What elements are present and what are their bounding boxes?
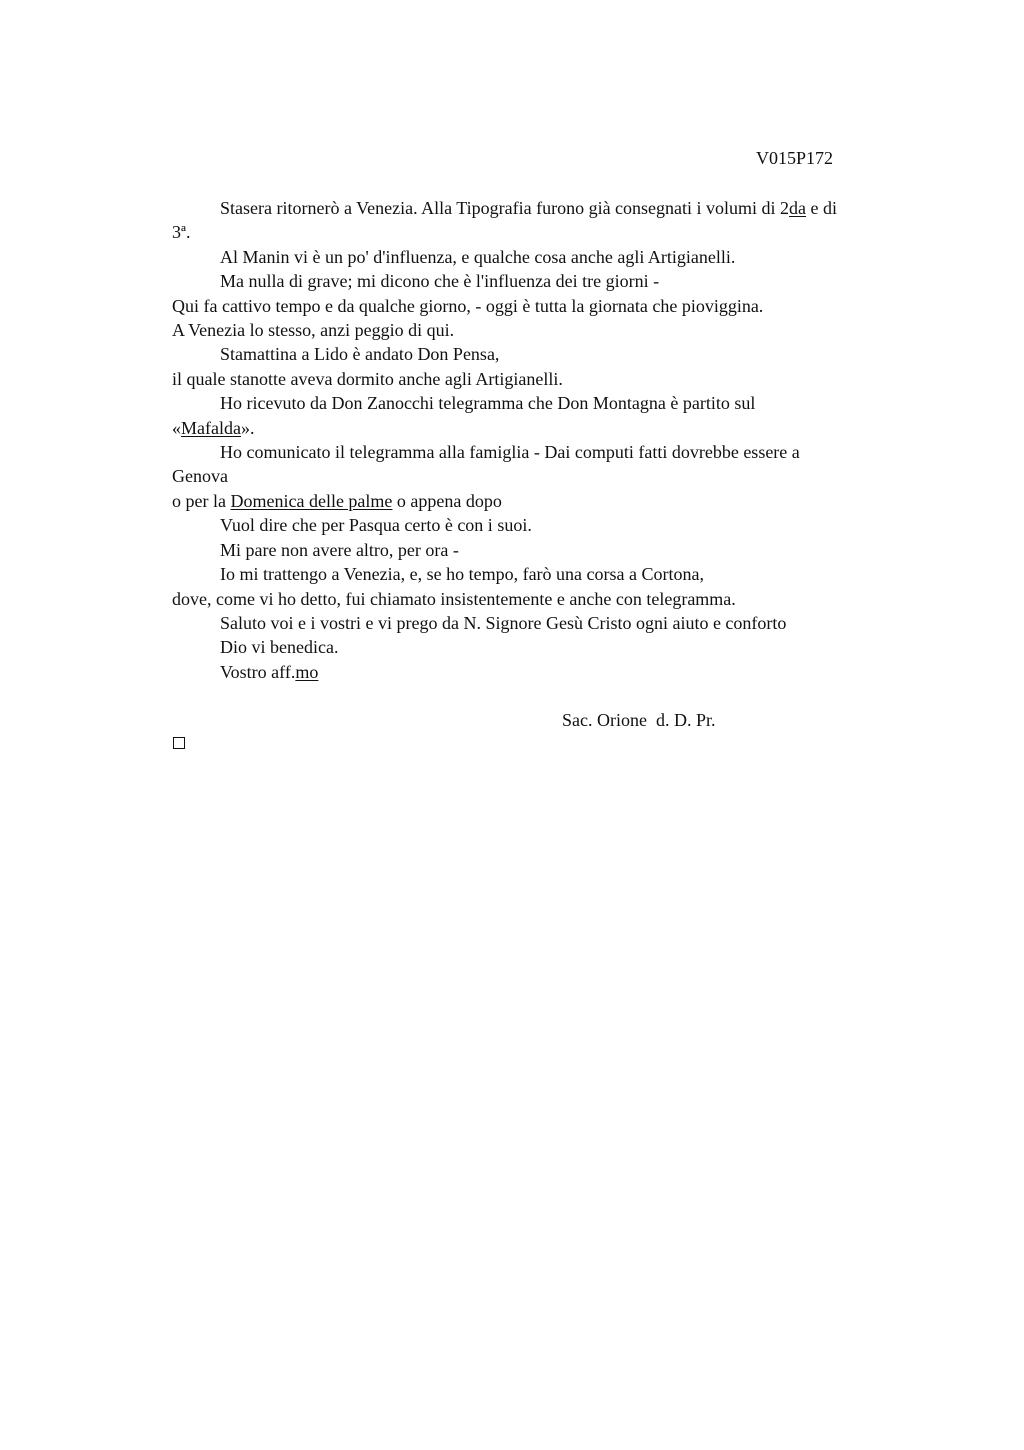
- letter-line: A Venezia lo stesso, anzi peggio di qui.: [172, 320, 455, 341]
- text-fragment: Vostro aff.: [220, 661, 296, 682]
- letter-line: Saluto voi e i vostri e vi prego da N. Signore Gesù Cristo ogni aiuto e conforto: [220, 612, 787, 633]
- text-fragment: Stasera ritornerò a Venezia. Alla Tipografia furono già consegnati i volumi di 2: [220, 198, 790, 218]
- letter-line: 3ª.: [172, 222, 191, 243]
- letter-line: Stamattina a Lido è andato Don Pensa,: [220, 344, 500, 365]
- text-fragment: «: [172, 417, 181, 438]
- letter-line: [172, 196, 942, 220]
- letter-line: il quale stanotte aveva dormito anche agli Artigianelli.: [172, 368, 563, 389]
- letter-line: Mi pare non avere altro, per ora -: [220, 539, 459, 560]
- underlined-text: Mafalda: [181, 417, 241, 438]
- letter-line: Qui fa cattivo tempo e da qualche giorno, - oggi è tutta la giornata che pioviggina.: [172, 295, 764, 316]
- letter-line: Vuol dire che per Pasqua certo è con i suoi.: [220, 515, 532, 536]
- text-fragment: ».: [240, 417, 255, 438]
- letter-line: Genova: [172, 466, 228, 487]
- text-fragment: o appena dopo: [392, 490, 502, 511]
- signature: Sac. Orione d. D. Pr.: [562, 710, 716, 730]
- letter-line: Io mi trattengo a Venezia, e, se ho tempo, farò una corsa a Cortona,: [220, 564, 704, 585]
- letter-line: [172, 489, 942, 513]
- letter-line: [172, 660, 942, 684]
- letter-line: dove, come vi ho detto, fui chiamato insistentemente e anche con telegramma.: [172, 588, 736, 609]
- text-fragment: o per la: [172, 490, 231, 511]
- letter-body: [172, 196, 942, 684]
- end-marker-box: [173, 737, 185, 749]
- letter-line: Dio vi benedica.: [220, 637, 339, 658]
- page-id: V015P172: [756, 148, 834, 168]
- letter-line: Al Manin vi è un po' d'influenza, e qualche cosa anche agli Artigianelli.: [220, 246, 736, 267]
- letter-line: Ho comunicato il telegramma alla famiglia - Dai computi fatti dovrebbe essere a: [220, 442, 800, 463]
- underlined-text: da: [789, 198, 807, 218]
- letter-line: Ma nulla di grave; mi dicono che è l'influenza dei tre giorni -: [220, 271, 660, 292]
- letter-line: [172, 416, 942, 440]
- underlined-text: mo: [295, 661, 319, 682]
- letter-line: Ho ricevuto da Don Zanocchi telegramma che Don Montagna è partito sul: [220, 393, 756, 414]
- text-fragment: e di: [806, 198, 838, 218]
- underlined-text: Domenica delle palme: [230, 490, 393, 511]
